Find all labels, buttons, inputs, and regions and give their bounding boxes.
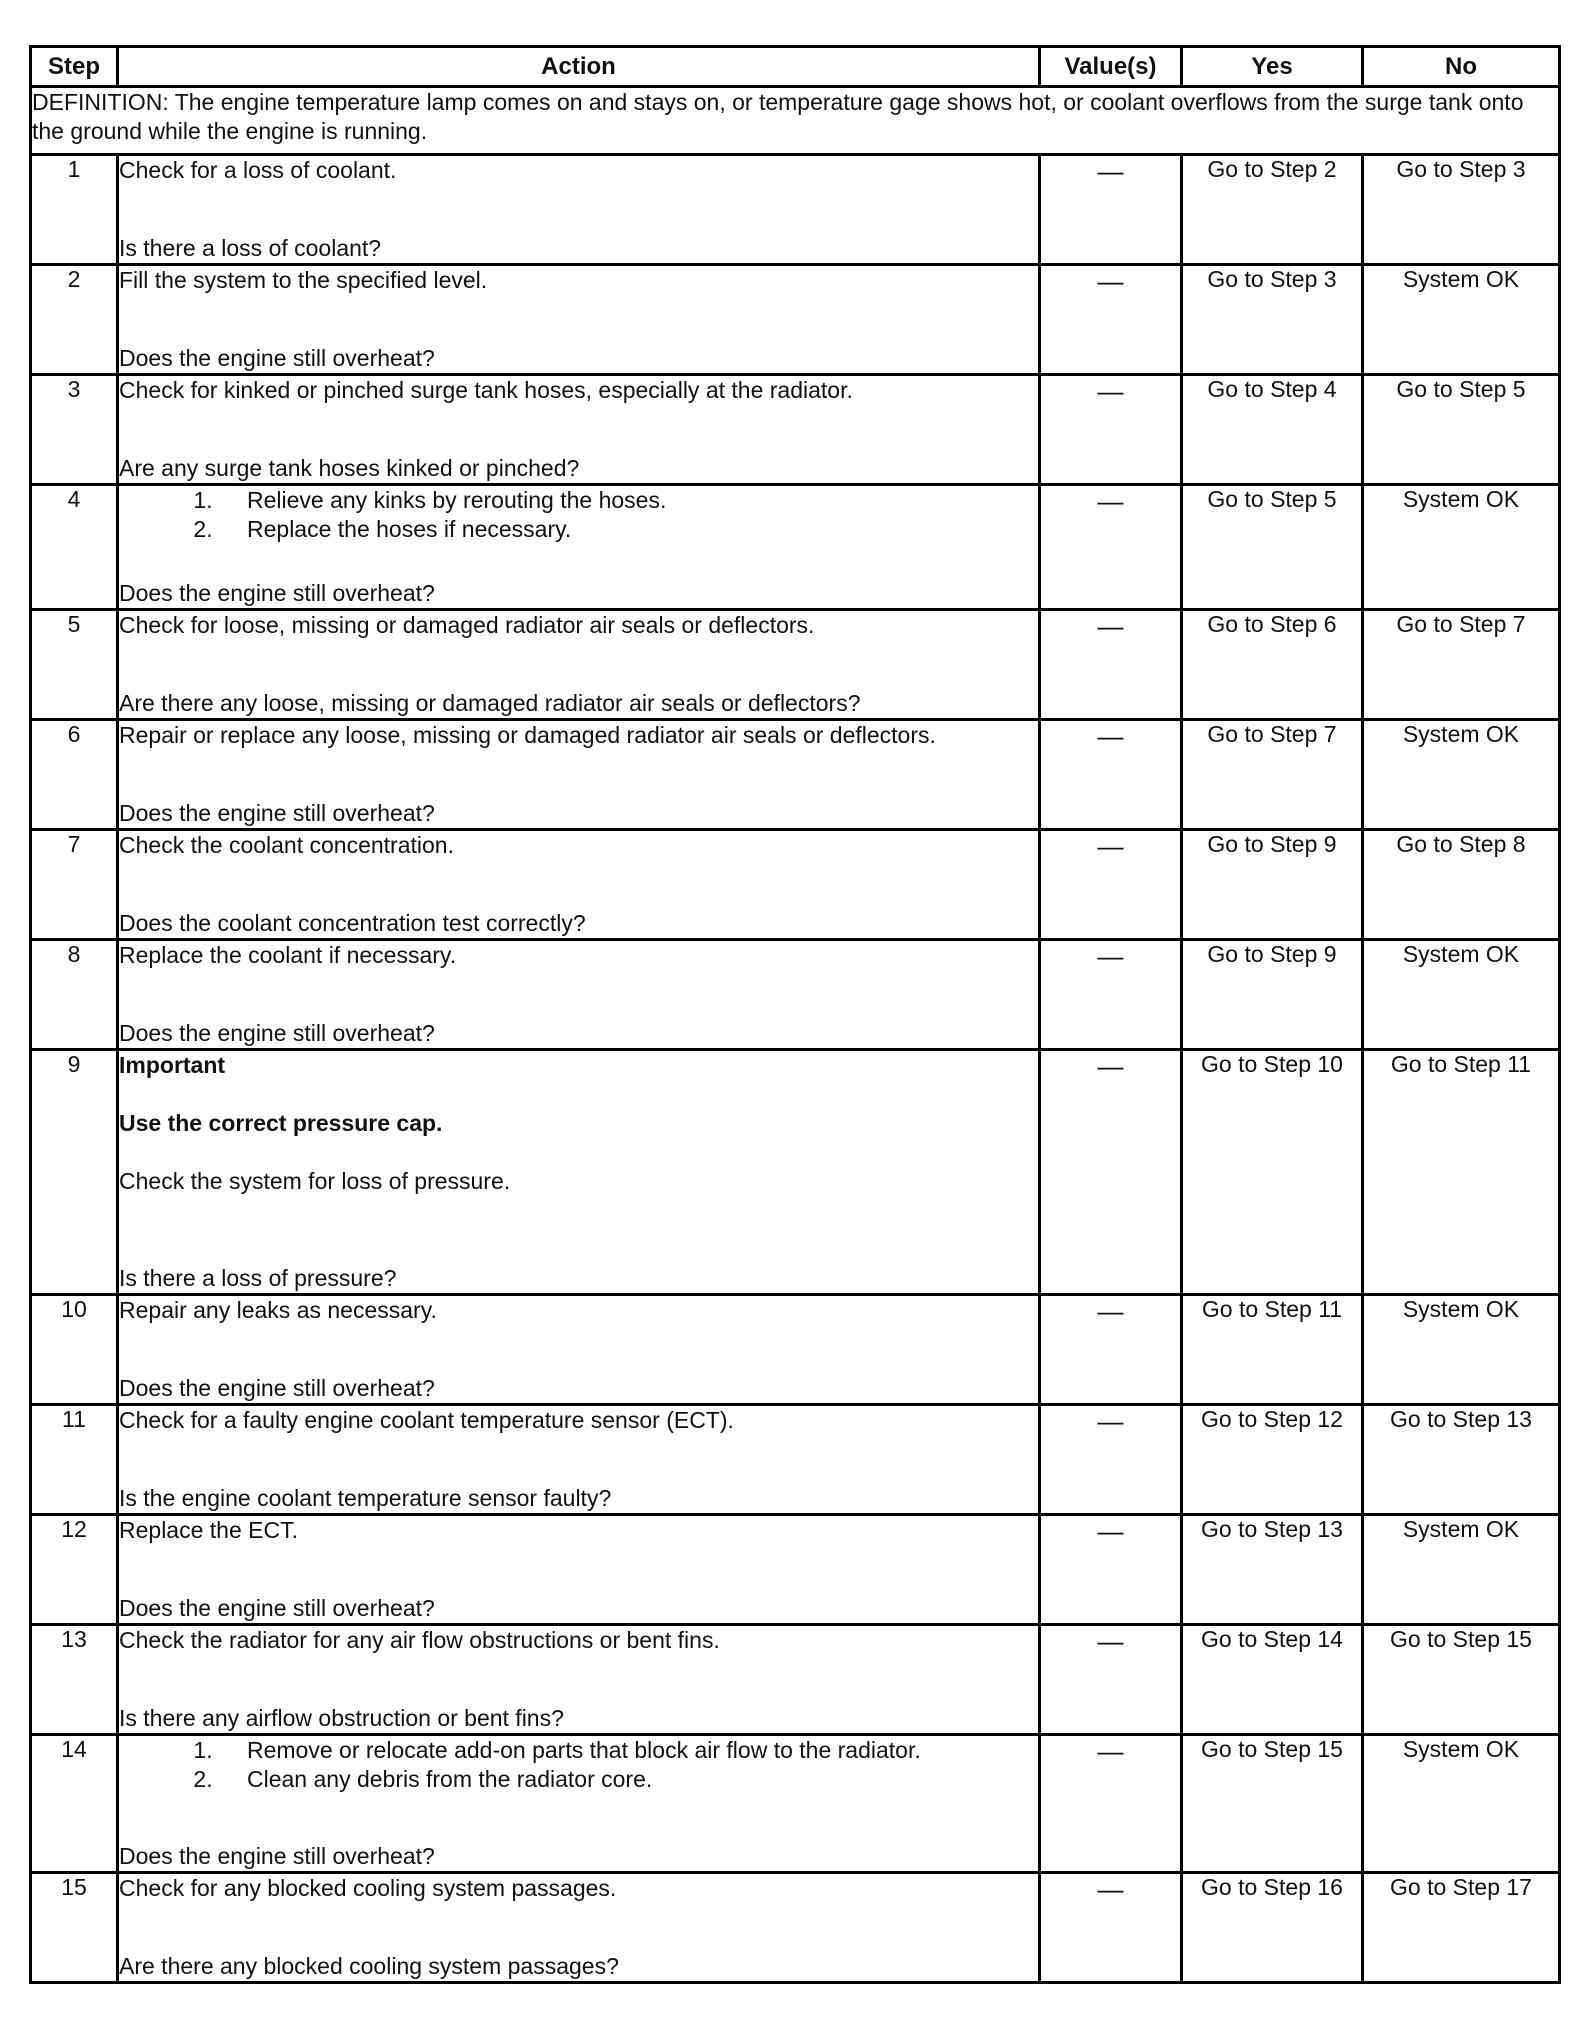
action-instructions xyxy=(119,486,1038,544)
header-yes: Yes xyxy=(1182,47,1363,87)
yes-result: Go to Step 9 xyxy=(1182,830,1363,940)
yes-result: Go to Step 4 xyxy=(1182,375,1363,485)
action-cell xyxy=(118,610,1040,720)
header-step: Step xyxy=(31,47,118,87)
step-number: 4 xyxy=(31,485,118,610)
spacer xyxy=(119,1080,1038,1109)
yes-result: Go to Step 12 xyxy=(1182,1405,1363,1515)
value-cell: — xyxy=(1040,375,1182,485)
no-result: Go to Step 15 xyxy=(1363,1625,1560,1735)
action-text: Check for a faulty engine coolant temperature sensor (ECT). xyxy=(119,1407,734,1433)
table-row xyxy=(31,610,1560,720)
action-text: Check the system for loss of pressure. xyxy=(119,1168,511,1194)
no-result: System OK xyxy=(1363,720,1560,830)
step-number: 5 xyxy=(31,610,118,720)
action-content xyxy=(119,941,1038,1048)
yes-result: Go to Step 13 xyxy=(1182,1515,1363,1625)
action-instructions xyxy=(119,1516,1038,1545)
value-cell: — xyxy=(1040,720,1182,830)
step-number: 11 xyxy=(31,1405,118,1515)
action-list-item: 2. Replace the hoses if necessary. xyxy=(219,515,1038,544)
definition-text: DEFINITION: The engine temperature lamp comes on and stays on, or temperature gage shows hot, or coolant overflows from the surge tank onto the ground while the engine is running. xyxy=(31,87,1560,155)
step-number: 1 xyxy=(31,155,118,265)
step-number: 13 xyxy=(31,1625,118,1735)
step-number: 8 xyxy=(31,940,118,1050)
no-result: System OK xyxy=(1363,485,1560,610)
step-number: 7 xyxy=(31,830,118,940)
action-content xyxy=(119,1296,1038,1403)
table-row xyxy=(31,940,1560,1050)
action-question: Is the engine coolant temperature sensor faulty? xyxy=(119,1485,612,1511)
action-question: Are there any loose, missing or damaged radiator air seals or deflectors? xyxy=(119,690,861,716)
yes-result: Go to Step 16 xyxy=(1182,1873,1363,1983)
action-text: Check for loose, missing or damaged radiator air seals or deflectors. xyxy=(119,612,815,638)
action-cell xyxy=(118,1050,1040,1295)
action-cell xyxy=(118,1873,1040,1983)
action-cell xyxy=(118,1625,1040,1735)
table-row xyxy=(31,1295,1560,1405)
action-question: Does the engine still overheat? xyxy=(119,1375,435,1401)
table-row xyxy=(31,1405,1560,1515)
header-row xyxy=(31,47,1560,87)
action-question: Are there any blocked cooling system passages? xyxy=(119,1953,619,1979)
value-cell: — xyxy=(1040,1873,1182,1983)
header-action: Action xyxy=(118,47,1040,87)
action-question: Is there a loss of pressure? xyxy=(119,1265,397,1291)
action-instructions xyxy=(119,1296,1038,1325)
value-cell: — xyxy=(1040,1735,1182,1873)
no-result: Go to Step 7 xyxy=(1363,610,1560,720)
action-question: Are any surge tank hoses kinked or pinched? xyxy=(119,455,580,481)
action-content xyxy=(119,1626,1038,1733)
value-cell: — xyxy=(1040,265,1182,375)
value-cell: — xyxy=(1040,1405,1182,1515)
action-instructions xyxy=(119,1051,1038,1196)
action-instructions xyxy=(119,721,1038,750)
definition-row xyxy=(31,87,1560,155)
action-instructions xyxy=(119,611,1038,640)
action-instructions xyxy=(119,1736,1038,1794)
action-text: Replace the coolant if necessary. xyxy=(119,942,457,968)
action-text: Check for a loss of coolant. xyxy=(119,157,397,183)
action-text: Repair any leaks as necessary. xyxy=(119,1297,437,1323)
action-question: Does the engine still overheat? xyxy=(119,345,435,371)
action-content xyxy=(119,1051,1038,1293)
no-result: System OK xyxy=(1363,1295,1560,1405)
action-content xyxy=(119,1516,1038,1623)
value-cell: — xyxy=(1040,1050,1182,1295)
table-row xyxy=(31,265,1560,375)
value-cell: — xyxy=(1040,1295,1182,1405)
yes-result: Go to Step 14 xyxy=(1182,1625,1363,1735)
action-text: Repair or replace any loose, missing or damaged radiator air seals or deflectors. xyxy=(119,722,936,748)
action-instructions xyxy=(119,1406,1038,1435)
action-cell xyxy=(118,485,1040,610)
yes-result: Go to Step 15 xyxy=(1182,1735,1363,1873)
step-number: 15 xyxy=(31,1873,118,1983)
action-list-item: 2. Clean any debris from the radiator core. xyxy=(219,1765,1038,1794)
action-instructions xyxy=(119,1626,1038,1655)
table-row xyxy=(31,1515,1560,1625)
action-cell xyxy=(118,720,1040,830)
action-cell xyxy=(118,1405,1040,1515)
action-instructions xyxy=(119,156,1038,185)
no-result: Go to Step 5 xyxy=(1363,375,1560,485)
action-cell xyxy=(118,375,1040,485)
table-row xyxy=(31,485,1560,610)
action-content xyxy=(119,1406,1038,1513)
value-cell: — xyxy=(1040,155,1182,265)
table-row xyxy=(31,1625,1560,1735)
action-list-item: 1. Remove or relocate add-on parts that block air flow to the radiator. xyxy=(219,1736,1038,1765)
no-result: Go to Step 8 xyxy=(1363,830,1560,940)
action-text: Fill the system to the specified level. xyxy=(119,267,488,293)
yes-result: Go to Step 5 xyxy=(1182,485,1363,610)
table-row xyxy=(31,155,1560,265)
value-cell: — xyxy=(1040,940,1182,1050)
yes-result: Go to Step 3 xyxy=(1182,265,1363,375)
no-result: Go to Step 13 xyxy=(1363,1405,1560,1515)
action-list xyxy=(119,486,1038,544)
yes-result: Go to Step 7 xyxy=(1182,720,1363,830)
value-cell: — xyxy=(1040,610,1182,720)
important-label: Important xyxy=(119,1052,226,1078)
action-cell xyxy=(118,155,1040,265)
action-cell xyxy=(118,1295,1040,1405)
table-row xyxy=(31,375,1560,485)
diagnostic-table xyxy=(29,45,1561,1984)
action-instructions xyxy=(119,941,1038,970)
action-content xyxy=(119,611,1038,718)
action-content xyxy=(119,721,1038,828)
action-instructions xyxy=(119,1874,1038,1903)
no-result: Go to Step 3 xyxy=(1363,155,1560,265)
action-instructions xyxy=(119,376,1038,405)
no-result: Go to Step 11 xyxy=(1363,1050,1560,1295)
action-text: Check the radiator for any air flow obstructions or bent fins. xyxy=(119,1627,720,1653)
action-cell xyxy=(118,1735,1040,1873)
header-values: Value(s) xyxy=(1040,47,1182,87)
step-number: 6 xyxy=(31,720,118,830)
action-question: Is there a loss of coolant? xyxy=(119,235,382,261)
no-result: System OK xyxy=(1363,1515,1560,1625)
table-row xyxy=(31,830,1560,940)
action-question: Is there any airflow obstruction or bent fins? xyxy=(119,1705,564,1731)
action-cell xyxy=(118,940,1040,1050)
action-question: Does the engine still overheat? xyxy=(119,800,435,826)
value-cell: — xyxy=(1040,1515,1182,1625)
action-content xyxy=(119,1736,1038,1871)
action-question: Does the engine still overheat? xyxy=(119,1595,435,1621)
value-cell: — xyxy=(1040,830,1182,940)
action-instructions xyxy=(119,831,1038,860)
table-row xyxy=(31,1873,1560,1983)
table-row xyxy=(31,1735,1560,1873)
action-content xyxy=(119,376,1038,483)
action-question: Does the engine still overheat? xyxy=(119,1843,435,1869)
no-result: System OK xyxy=(1363,1735,1560,1873)
yes-result: Go to Step 9 xyxy=(1182,940,1363,1050)
yes-result: Go to Step 10 xyxy=(1182,1050,1363,1295)
action-text: Check for any blocked cooling system passages. xyxy=(119,1875,617,1901)
header-no: No xyxy=(1363,47,1560,87)
no-result: System OK xyxy=(1363,940,1560,1050)
action-cell xyxy=(118,1515,1040,1625)
action-question: Does the engine still overheat? xyxy=(119,1020,435,1046)
important-note: Use the correct pressure cap. xyxy=(119,1110,443,1136)
value-cell: — xyxy=(1040,1625,1182,1735)
action-question: Does the engine still overheat? xyxy=(119,580,435,606)
action-list xyxy=(119,1736,1038,1794)
spacer xyxy=(119,1138,1038,1167)
action-question: Does the coolant concentration test correctly? xyxy=(119,910,586,936)
step-number: 3 xyxy=(31,375,118,485)
action-list-item: 1. Relieve any kinks by rerouting the hoses. xyxy=(219,486,1038,515)
table-row xyxy=(31,720,1560,830)
action-content xyxy=(119,156,1038,263)
step-number: 12 xyxy=(31,1515,118,1625)
action-cell xyxy=(118,830,1040,940)
yes-result: Go to Step 11 xyxy=(1182,1295,1363,1405)
step-number: 14 xyxy=(31,1735,118,1873)
action-content xyxy=(119,831,1038,938)
action-content xyxy=(119,266,1038,373)
action-cell xyxy=(118,265,1040,375)
yes-result: Go to Step 2 xyxy=(1182,155,1363,265)
step-number: 9 xyxy=(31,1050,118,1295)
yes-result: Go to Step 6 xyxy=(1182,610,1363,720)
action-instructions xyxy=(119,266,1038,295)
no-result: Go to Step 17 xyxy=(1363,1873,1560,1983)
step-number: 2 xyxy=(31,265,118,375)
action-text: Replace the ECT. xyxy=(119,1517,298,1543)
action-text: Check the coolant concentration. xyxy=(119,832,454,858)
action-text: Check for kinked or pinched surge tank hoses, especially at the radiator. xyxy=(119,377,853,403)
no-result: System OK xyxy=(1363,265,1560,375)
action-content xyxy=(119,486,1038,608)
table-row xyxy=(31,1050,1560,1295)
value-cell: — xyxy=(1040,485,1182,610)
action-content xyxy=(119,1874,1038,1981)
step-number: 10 xyxy=(31,1295,118,1405)
